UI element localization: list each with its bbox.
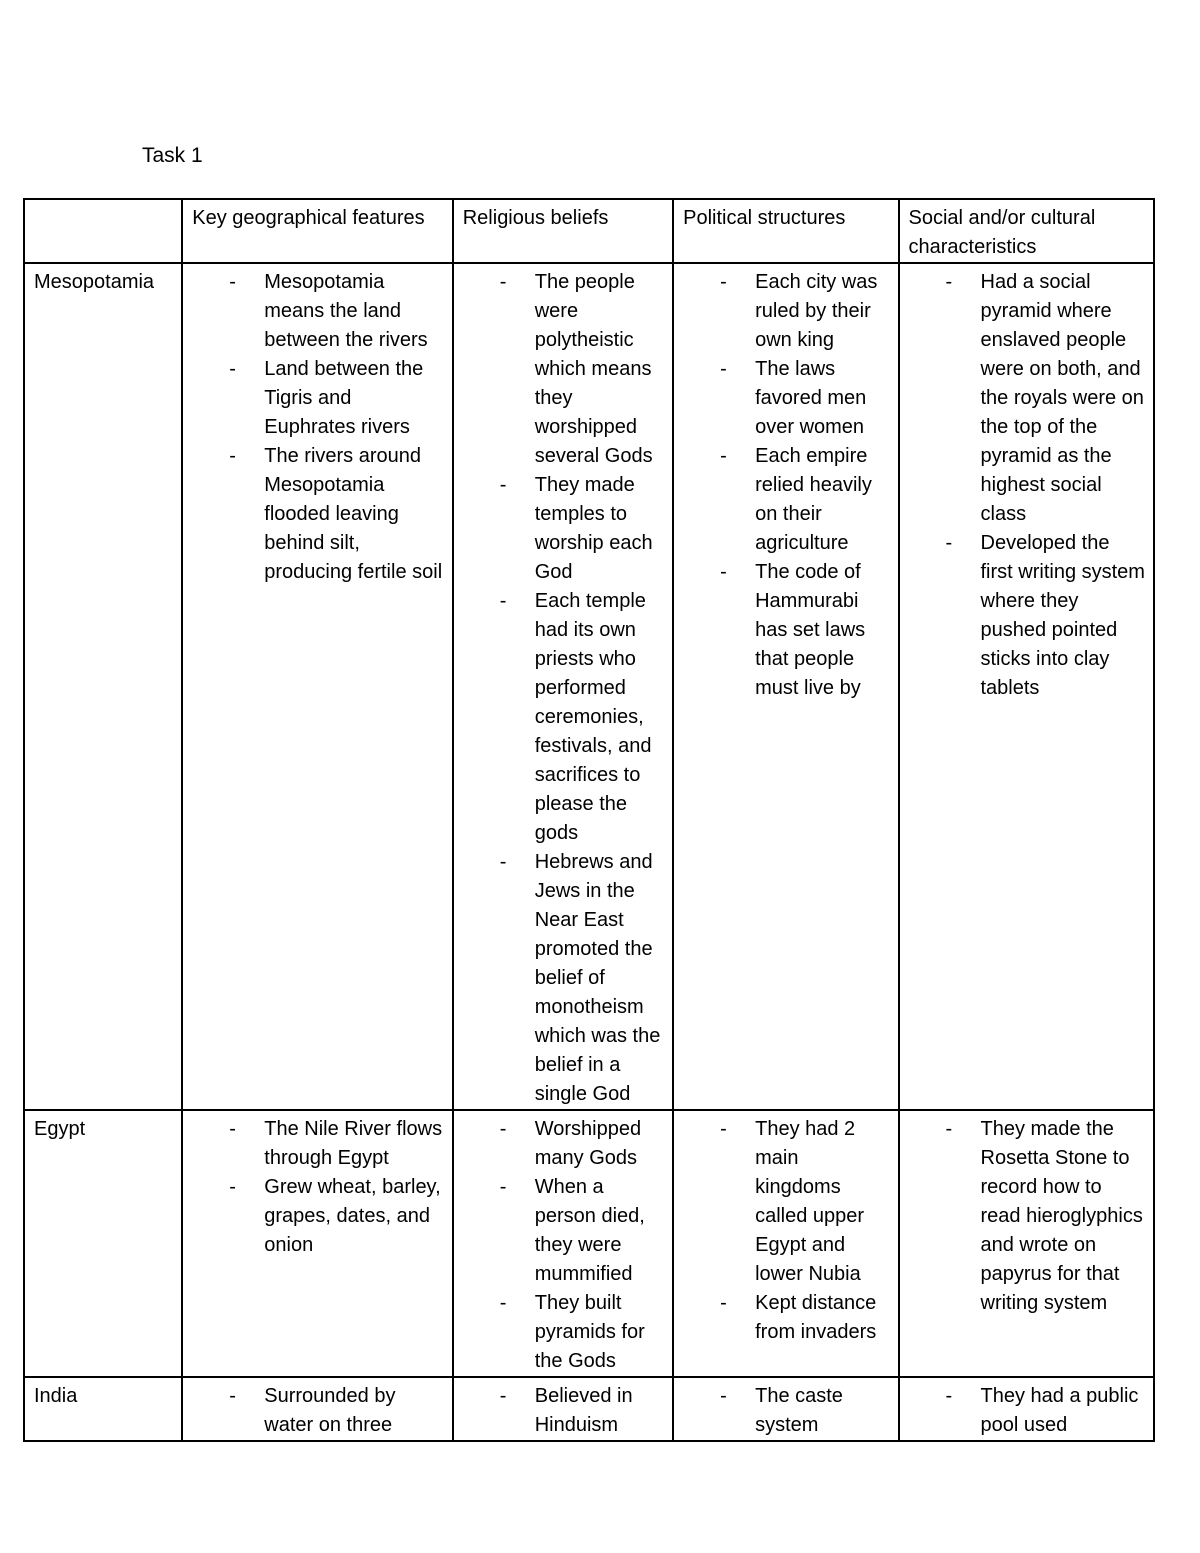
cell-politics [673,1377,898,1441]
comparison-table [23,198,1155,1442]
list-item: - Kept distance from invaders [755,1289,889,1347]
list-item: - Developed the first writing system where they pushed pointed sticks into clay tablets [981,529,1146,703]
list-item: - Land between the Tigris and Euphrates rivers [264,355,443,442]
row-label: Egypt [24,1110,182,1377]
bullet-list [192,268,443,587]
list-item: - The laws favored men over women [755,355,889,442]
bullet-list [192,1115,443,1260]
bullet-list [192,1382,443,1440]
list-item: - Each empire relied heavily on their agriculture [755,442,889,558]
list-item: - Believed in Hinduism [535,1382,664,1440]
list-item: - They made temples to worship each God [535,471,664,587]
list-item: - Grew wheat, barley, grapes, dates, and onion [264,1173,443,1260]
list-item: - They had 2 main kingdoms called upper Egypt and lower Nubia [755,1115,889,1289]
cell-religion [453,1377,673,1441]
bullet-list [683,268,889,703]
list-item: - The code of Hammurabi has set laws that people must live by [755,558,889,703]
list-item: - They had a public pool used [981,1382,1146,1440]
task-title: Task 1 [142,144,203,167]
list-item: - Mesopotamia means the land between the rivers [264,268,443,355]
bullet-list [463,1382,664,1440]
cell-geography [182,1110,452,1377]
list-item: - Had a social pyramid where enslaved people were on both, and the royals were on the top of the pyramid as the highest social class [981,268,1146,529]
bullet-list [909,1382,1146,1440]
cell-religion [453,1110,673,1377]
header-geography: Key geographical features [182,199,452,263]
list-item: - The rivers around Mesopotamia flooded leaving behind silt, producing fertile soil [264,442,443,587]
cell-social [899,1377,1155,1441]
bullet-list [463,1115,664,1376]
table-row-india [24,1377,1154,1441]
header-politics: Political structures [673,199,898,263]
header-corner [24,199,182,263]
bullet-list [683,1115,889,1347]
bullet-list [463,268,664,1109]
list-item: - They built pyramids for the Gods [535,1289,664,1376]
list-item: - Hebrews and Jews in the Near East promoted the belief of monotheism which was the belief in a single God [535,848,664,1109]
cell-geography [182,263,452,1110]
row-label: India [24,1377,182,1441]
header-religion: Religious beliefs [453,199,673,263]
bullet-list [683,1382,889,1440]
bullet-list [909,1115,1146,1318]
bullet-list [909,268,1146,703]
table-row-egypt [24,1110,1154,1377]
list-item: - The Nile River flows through Egypt [264,1115,443,1173]
table-row-mesopotamia [24,263,1154,1110]
cell-geography [182,1377,452,1441]
list-item: - Worshipped many Gods [535,1115,664,1173]
list-item: - Surrounded by water on three [264,1382,443,1440]
cell-religion [453,263,673,1110]
row-label: Mesopotamia [24,263,182,1110]
list-item: - The caste system [755,1382,889,1440]
header-social: Social and/or cultural characteristics [899,199,1155,263]
cell-politics [673,263,898,1110]
cell-politics [673,1110,898,1377]
header-row [24,199,1154,263]
list-item: - They made the Rosetta Stone to record how to read hieroglyphics and wrote on papyrus for that writing system [981,1115,1146,1318]
cell-social [899,1110,1155,1377]
list-item: - Each temple had its own priests who performed ceremonies, festivals, and sacrifices to please the gods [535,587,664,848]
cell-social [899,263,1155,1110]
list-item: - When a person died, they were mummified [535,1173,664,1289]
list-item: - Each city was ruled by their own king [755,268,889,355]
list-item: - The people were polytheistic which means they worshipped several Gods [535,268,664,471]
